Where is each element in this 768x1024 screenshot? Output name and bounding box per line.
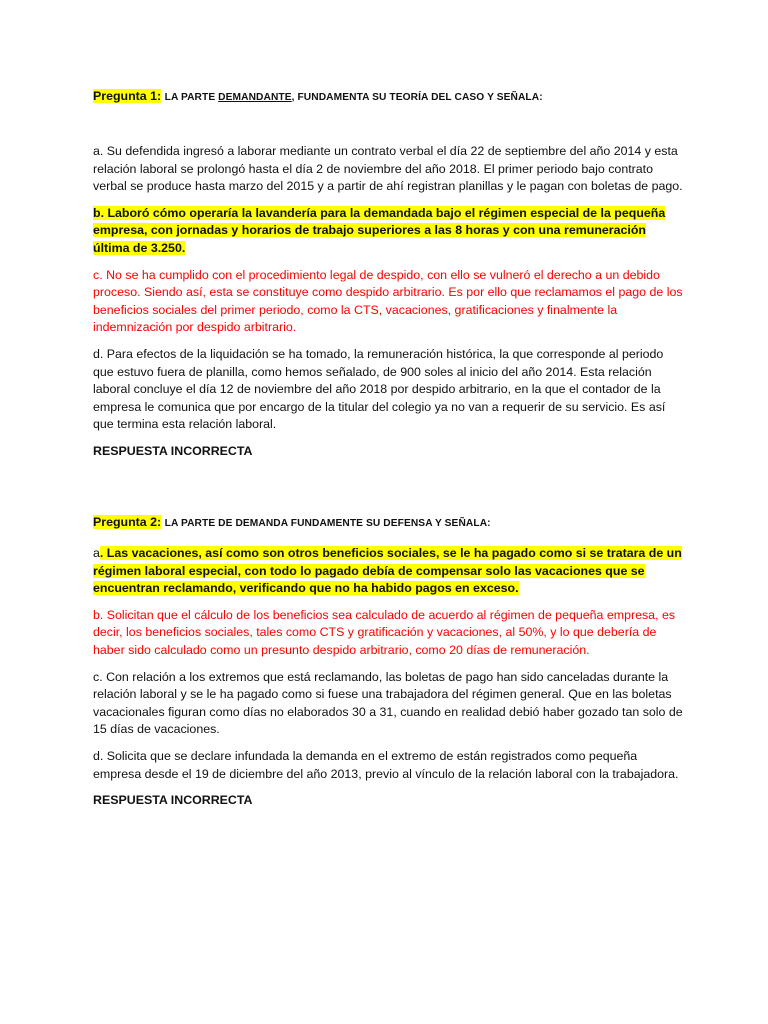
question-1-item-b: b. Laboró cómo operaría la lavandería para la demandada bajo el régimen especial de la pequeña empresa, con jornadas y horarios de trabajo superiores a las 8 horas y con una remuneración última de 3.250.	[93, 205, 666, 255]
question-1-title-part2: , FUNDAMENTA SU TEORÍA DEL CASO Y SEÑALA:	[291, 92, 543, 103]
question-1-response: RESPUESTA INCORRECTA	[93, 443, 253, 458]
question-2-item-d: d. Solicita que se declare infundada la demanda en el extremo de están registrados como pequeña empresa desde el 19 de diciembre del año 2013, previo al vínculo de la relación laboral con la trabajadora.	[93, 748, 679, 781]
question-1-label: Pregunta 1:	[93, 89, 162, 103]
question-2-item-a: a. Las vacaciones, así como son otros beneficios sociales, se le ha pagado como si se tratara de un régimen laboral especial, con todo lo pagado debía de compensar solo las vacaciones que se encuentran reclamando, verificando que no ha habido pagos en exceso.	[93, 546, 682, 596]
question-1-title-part1: LA PARTE	[164, 92, 219, 103]
question-1-item-a: a. Su defendida ingresó a laborar mediante un contrato verbal el día 22 de septiembre del año 2014 y esta relación laboral se prolongó hasta el día 2 de noviembre del año 2018. El primer periodo bajo contrato verbal se produce hasta marzo del 2015 y a partir de ahí registran planillas y le pagan con boletas de pago.	[93, 144, 683, 194]
question-2-label: Pregunta 2:	[93, 515, 162, 529]
question-1-section	[93, 88, 683, 460]
question-1-heading	[93, 88, 683, 106]
question-2-section	[93, 514, 683, 809]
question-2-title: LA PARTE DE DEMANDA FUNDAMENTE SU DEFENSA Y SEÑALA:	[164, 518, 491, 529]
question-2-heading	[93, 514, 683, 532]
question-2-item-c: c. Con relación a los extremos que está reclamando, las boletas de pago han sido canceladas durante la relación laboral y se le ha pagado como si fuese una trabajadora del régimen general. Que en las boletas vacacionales figuran como días no elaborados 30 a 31, cuando en realidad debió haber gozado tan solo de 15 días de vacaciones.	[93, 669, 683, 737]
question-2-item-b: b. Solicitan que el cálculo de los beneficios sea calculado de acuerdo al régimen de pequeña empresa, es decir, los beneficios sociales, tales como CTS y gratificación y vacaciones, al 50%, y lo que debería de haber sido calculado como un presunto despido arbitrario, como 20 días de remuneración.	[93, 607, 676, 657]
question-1-item-d: d. Para efectos de la liquidación se ha tomado, la remuneración histórica, la que corresponde al periodo que estuvo fuera de planilla, como hemos señalado, de 900 soles al inicio del año 2014. Esta relación laboral concluye el día 12 de noviembre del año 2018 por despido arbitrario, en la que el contador de la empresa le comunica que por encargo de la titular del colegio ya no van a requerir de su servicio. Es así que termina esta relación laboral.	[93, 346, 666, 432]
question-1-title-underlined: DEMANDANTE	[218, 92, 292, 103]
question-2-response: RESPUESTA INCORRECTA	[93, 793, 253, 808]
question-1-item-c: c. No se ha cumplido con el procedimiento legal de despido, con ello se vulneró el derecho a un debido proceso. Siendo así, esta se constituye como despido arbitrario. Es por ello que reclamamos el pago de los beneficios sociales del primer periodo, como la CTS, vacaciones, gratificaciones y finalmente la indemnización por despido arbitrario.	[93, 267, 683, 335]
